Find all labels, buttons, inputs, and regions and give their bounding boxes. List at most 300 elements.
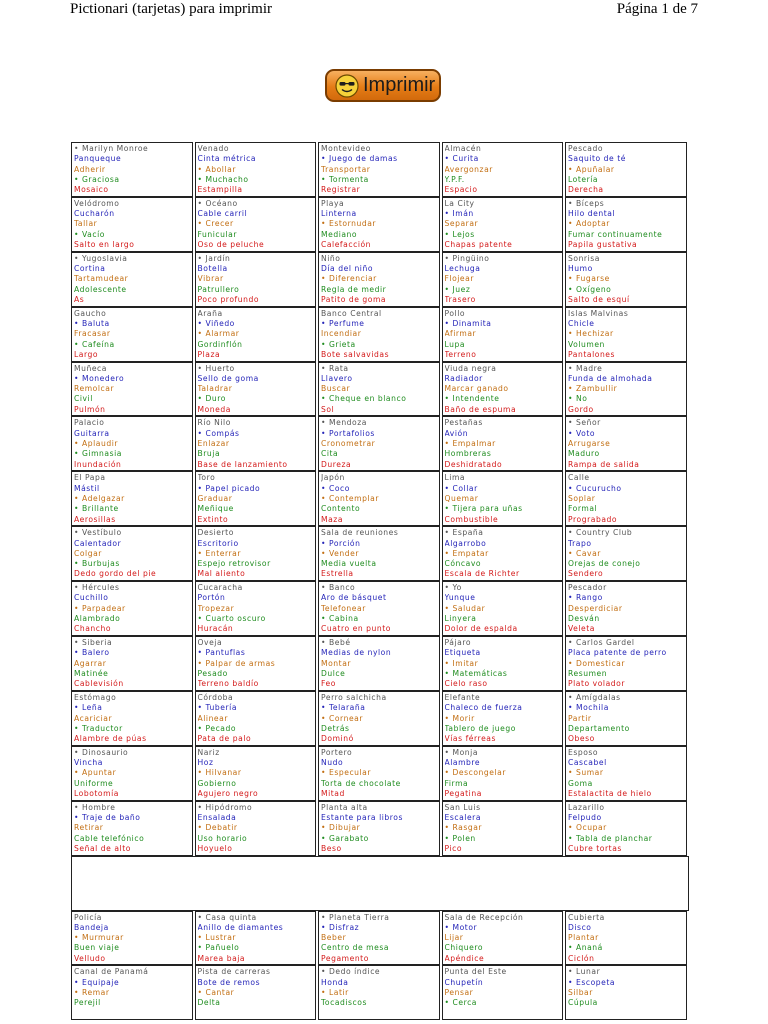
card-word: Escalera	[444, 812, 482, 822]
card-word: • Telaraña	[321, 703, 366, 713]
card-word: Trapo	[568, 538, 592, 548]
card-word: Felpudo	[568, 812, 602, 822]
card	[71, 142, 193, 197]
page-header	[0, 0, 768, 24]
card-word: • Saludar	[444, 603, 486, 613]
card-word: • Cheque en blanco	[321, 394, 407, 404]
card	[565, 471, 687, 526]
card-word: • España	[444, 528, 484, 538]
card-word: • Empatar	[444, 548, 489, 558]
card	[71, 965, 193, 1020]
card-word: Ciclón	[568, 953, 595, 963]
card-word: • Lustrar	[197, 933, 237, 943]
card-word: Enlazar	[197, 439, 230, 449]
card-word: • Dinosaurio	[74, 747, 129, 757]
card-word: • Diferenciar	[321, 274, 377, 284]
card-word: • Pecado	[197, 723, 237, 733]
card-word: • Vestíbulo	[74, 528, 122, 538]
card-word: Uniforme	[74, 778, 114, 788]
card-word: Chaleco de fuerza	[444, 703, 523, 713]
card-word: El Papa	[74, 473, 106, 483]
card-word: Hombreras	[444, 449, 492, 459]
card-word: Calentador	[74, 538, 122, 548]
card-word: Playa	[321, 198, 345, 208]
card-word: Botella	[197, 264, 228, 274]
card-word: Separar	[444, 219, 479, 229]
card-word: Estampilla	[197, 185, 243, 195]
card-word: • Cavar	[568, 548, 601, 558]
card	[565, 197, 687, 252]
card	[195, 691, 317, 746]
card-word: Cubierta	[568, 912, 605, 922]
card-word: As	[74, 294, 85, 304]
card-word: • Marilyn Monroe	[74, 144, 149, 153]
card	[71, 801, 193, 856]
card	[195, 746, 317, 801]
card	[71, 307, 193, 362]
card-word: • Debatir	[197, 823, 238, 833]
card	[565, 581, 687, 636]
card	[565, 362, 687, 417]
card-word: • Cuarto oscuro	[197, 614, 266, 624]
card-word: Uso horario	[197, 833, 248, 843]
card	[565, 142, 687, 197]
card-row	[71, 691, 689, 746]
card-word: Velludo	[74, 953, 106, 963]
card-word: Pegamento	[321, 953, 369, 963]
card-word: Mitad	[321, 788, 345, 798]
card-word: Banco Central	[321, 308, 382, 318]
card-word: Dominó	[321, 734, 354, 744]
card-word: Apéndice	[444, 953, 485, 963]
card-word: Cita	[321, 449, 339, 459]
card-word: Disco	[568, 922, 592, 932]
card-word: • Siberia	[74, 638, 113, 648]
card-word: Calefacción	[321, 240, 372, 250]
card-word: Escritorio	[197, 538, 239, 548]
card-word: • Escopeta	[568, 977, 616, 987]
card-word: Maduro	[568, 449, 600, 459]
card-word: Cubre tortas	[568, 843, 622, 853]
card-word: Salto de esquí	[568, 294, 630, 304]
card	[318, 252, 440, 307]
card	[565, 911, 687, 966]
card-word: Colgar	[74, 548, 102, 558]
card-word: • Mendoza	[321, 418, 367, 428]
card-row	[71, 581, 689, 636]
card	[565, 252, 687, 307]
card-word: Oso de peluche	[197, 240, 265, 250]
card-word: • Tabla de planchar	[568, 833, 653, 843]
card-word: • Vacío	[74, 229, 105, 239]
card-word: • Bíceps	[568, 198, 605, 208]
card	[195, 911, 317, 966]
card-word: • Dibujar	[321, 823, 361, 833]
card	[71, 911, 193, 966]
card-word: Volumen	[568, 339, 605, 349]
card-word: Pico	[444, 843, 463, 853]
card-word: Salto en largo	[74, 240, 135, 250]
card-word: Vibrar	[197, 274, 224, 284]
card	[565, 636, 687, 691]
card	[318, 197, 440, 252]
card-word: Meñique	[197, 504, 234, 514]
card-word: • Apuñalar	[568, 164, 615, 174]
card-word: • Morir	[444, 713, 475, 723]
card	[71, 416, 193, 471]
card-word: Pista de carreras	[197, 967, 271, 977]
card-word: Terreno	[444, 349, 477, 359]
card-word: • Carlos Gardel	[568, 638, 635, 648]
card-word: Sala de reuniones	[321, 528, 399, 538]
card-word: Araña	[197, 308, 223, 318]
card-word: • Rango	[568, 593, 603, 603]
card-word: Mediano	[321, 229, 358, 239]
card-word: Chancho	[74, 624, 112, 634]
card-word: Orejas de conejo	[568, 559, 641, 569]
card-word: • Adelgazar	[74, 493, 125, 503]
card-word: Plato volador	[568, 679, 626, 689]
card-word: Pegatina	[444, 788, 482, 798]
card-word: • Baluta	[74, 318, 110, 328]
card-word: Feo	[321, 679, 336, 689]
card-word: Lechuga	[444, 264, 481, 274]
card-word: • Traductor	[74, 723, 123, 733]
card	[442, 911, 564, 966]
card	[565, 801, 687, 856]
card-word: • Pañuelo	[197, 943, 240, 953]
card-word: Bruja	[197, 449, 221, 459]
print-button[interactable]	[325, 69, 441, 102]
card-word: • Apuntar	[74, 768, 117, 778]
card-word: Radiador	[444, 373, 483, 383]
card-word: • Especular	[321, 768, 372, 778]
card-word: Resumen	[568, 668, 608, 678]
card-word: • Cucurucho	[568, 483, 622, 493]
card-word: • Vender	[321, 548, 359, 558]
card-word: • Ananá	[568, 943, 603, 953]
card-word: • Pingüino	[444, 253, 490, 263]
card-word: • Cafeína	[74, 339, 115, 349]
card-word: Acariciar	[74, 713, 113, 723]
card-word: Veleta	[568, 624, 595, 634]
card	[71, 636, 193, 691]
card-word: • Hilvanar	[197, 768, 242, 778]
card-word: Lazarillo	[568, 802, 605, 812]
card-word: Media vuelta	[321, 559, 377, 569]
card-word: • Hércules	[74, 583, 120, 593]
card-word: Punta del Este	[444, 967, 507, 977]
card-word: • Mochila	[568, 703, 609, 713]
card-word: • Zambullir	[568, 384, 618, 394]
card-word: Calle	[568, 473, 590, 483]
card-word: • Oxígeno	[568, 284, 612, 294]
card-word: Tablero de juego	[444, 723, 516, 733]
card-word: • Gimnasia	[74, 449, 122, 459]
card-word: Nariz	[197, 747, 220, 757]
card-word: • Empalmar	[444, 439, 496, 449]
card-word: Almacén	[444, 144, 482, 153]
card	[442, 965, 564, 1020]
card	[318, 801, 440, 856]
card-word: Huracán	[197, 624, 234, 634]
card-word: • Garabato	[321, 833, 369, 843]
card-word: Linyera	[444, 614, 477, 624]
cards-grid	[71, 142, 689, 1020]
card-word: • Juego de damas	[321, 154, 398, 164]
card-row	[71, 307, 689, 362]
card-word: Lupa	[444, 339, 466, 349]
card	[318, 911, 440, 966]
card-word: Pescado	[568, 144, 604, 153]
card-word: Estalactita de hielo	[568, 788, 652, 798]
card-word: Muñeca	[74, 363, 107, 373]
card-word: • Imitar	[444, 658, 479, 668]
card-word: Ensalada	[197, 812, 237, 822]
card-word: Plantar	[568, 933, 599, 943]
card-word: Obeso	[568, 734, 595, 744]
card-word: Soplar	[568, 493, 596, 503]
card-word: Arrugarse	[568, 439, 611, 449]
card-word: Beso	[321, 843, 342, 853]
card	[442, 252, 564, 307]
card-word: Tartamudear	[74, 274, 129, 284]
card-word: Funda de almohada	[568, 373, 653, 383]
card	[195, 471, 317, 526]
card-row	[71, 416, 689, 471]
card-row	[71, 911, 689, 966]
card-word: Hoz	[197, 758, 214, 768]
print-button-label: Imprimir	[363, 74, 436, 96]
card-word: • Murmurar	[74, 933, 124, 943]
card-word: Contento	[321, 504, 361, 514]
card-word: Rampa de salida	[568, 459, 640, 469]
card	[195, 526, 317, 581]
card-word: • Coco	[321, 483, 350, 493]
card-word: Baño de espuma	[444, 404, 517, 414]
card-word: • Aplaudir	[74, 439, 119, 449]
card-word: • Curita	[444, 154, 479, 164]
card-word: Marcar ganado	[444, 384, 509, 394]
card-word: • Estornudar	[321, 219, 377, 229]
card-word: Pescador	[568, 583, 607, 593]
card-word: • Pantuflas	[197, 648, 246, 658]
card-word: Registrar	[321, 185, 361, 195]
card-word: Mosaico	[74, 185, 109, 195]
card-word: • Descongelar	[444, 768, 507, 778]
card-word: • Hechizar	[568, 329, 614, 339]
card	[442, 801, 564, 856]
card-word: Portero	[321, 747, 353, 757]
card-word: Montevideo	[321, 144, 371, 153]
card-word: Alambre	[444, 758, 481, 768]
card-word: Chicle	[568, 318, 595, 328]
card-word: Sonrisa	[568, 253, 600, 263]
card-word: Gordo	[568, 404, 594, 414]
card	[318, 746, 440, 801]
card-word: Llavero	[321, 373, 353, 383]
card-word: Pensar	[444, 988, 474, 998]
card-word: Canal de Panamá	[74, 967, 149, 977]
card-word: Sala de Recepción	[444, 912, 524, 922]
card-word: • Palpar de armas	[197, 658, 276, 668]
card-word: Afirmar	[444, 329, 477, 339]
card	[442, 581, 564, 636]
card-word: Alambre de púas	[74, 734, 147, 744]
card-word: Escala de Richter	[444, 569, 520, 579]
card-word: • Casa quinta	[197, 912, 257, 922]
card-word: • Señor	[568, 418, 601, 428]
card-word: Bote salvavidas	[321, 349, 390, 359]
card-word: Deshidratado	[444, 459, 503, 469]
smiley-icon	[335, 74, 359, 98]
card-word: • Polen	[444, 833, 476, 843]
card-word: Cúpula	[568, 998, 598, 1008]
card-word: • Jardín	[197, 253, 231, 263]
card-word: • Grieta	[321, 339, 356, 349]
card-word: Combustible	[444, 514, 499, 524]
card-word: Adolescente	[74, 284, 127, 294]
card-word: Cinta métrica	[197, 154, 257, 164]
card	[318, 636, 440, 691]
card-word: Viuda negra	[444, 363, 497, 373]
card-word: Retirar	[74, 823, 104, 833]
card	[71, 362, 193, 417]
card-word: Bote de remos	[197, 977, 261, 987]
card	[318, 526, 440, 581]
card	[318, 965, 440, 1020]
card-word: • Muchacho	[197, 174, 249, 184]
card-word: • Collar	[444, 483, 478, 493]
card-word: Desperdiciar	[568, 603, 623, 613]
card	[442, 526, 564, 581]
card-word: Gaucho	[74, 308, 107, 318]
card-word: Venado	[197, 144, 230, 153]
card-word: Cablevisión	[74, 679, 124, 689]
card-word: Algarrobo	[444, 538, 487, 548]
card-word: Cable telefónico	[74, 833, 145, 843]
card	[318, 362, 440, 417]
card-word: Cóncavo	[444, 559, 482, 569]
card-word: • Country Club	[568, 528, 633, 538]
card-word: Formal	[568, 504, 598, 514]
card-word: Telefonear	[321, 603, 366, 613]
card-word: Lima	[444, 473, 466, 483]
card-word: Estómago	[74, 692, 117, 702]
card-word: Río Nilo	[197, 418, 231, 428]
card-word: Cuatro en punto	[321, 624, 391, 634]
card-word	[74, 1009, 190, 1019]
card	[442, 197, 564, 252]
blank-row	[71, 856, 689, 911]
card-word: Base de lanzamiento	[197, 459, 288, 469]
card	[195, 636, 317, 691]
card-word: Tallar	[74, 219, 98, 229]
card	[442, 142, 564, 197]
card-word: Cortina	[74, 264, 106, 274]
card-word: Esposo	[568, 747, 599, 757]
card-row	[71, 197, 689, 252]
card-word: Velódromo	[74, 198, 120, 208]
card-word: Trasero	[444, 294, 476, 304]
card-row	[71, 142, 689, 197]
card-word: Mástil	[74, 483, 100, 493]
card-word	[445, 1009, 561, 1019]
card-word: Perejil	[74, 998, 101, 1008]
card-word: Largo	[74, 349, 99, 359]
card-word: Pestañas	[444, 418, 483, 428]
card-word: Sello de goma	[197, 373, 259, 383]
card-word: • Cabina	[321, 614, 359, 624]
card-word: Perro salchicha	[321, 692, 387, 702]
card-row	[71, 965, 689, 1020]
card-word: • Leña	[74, 703, 103, 713]
card-word	[321, 1009, 437, 1019]
card-word: Elefante	[444, 692, 481, 702]
card-word: Chapas patente	[444, 240, 513, 250]
card-word: Cuchillo	[74, 593, 109, 603]
card-word: Señal de alto	[74, 843, 131, 853]
card-word: Lotería	[568, 174, 599, 184]
card-word: Gordinflón	[197, 339, 243, 349]
card-word: • Banco	[321, 583, 356, 593]
card-word: Niño	[321, 253, 341, 263]
card-word: • Equipaje	[74, 977, 120, 987]
card	[195, 307, 317, 362]
card	[71, 746, 193, 801]
card-word: Flojear	[444, 274, 475, 284]
card-word: Hilo dental	[568, 209, 616, 219]
card-word: Moneda	[197, 404, 231, 414]
card-word: Portón	[197, 593, 226, 603]
card-word: Incendiar	[321, 329, 362, 339]
card-word: Remolcar	[74, 384, 115, 394]
card-word: • Domesticar	[568, 658, 626, 668]
card-word: Dureza	[321, 459, 352, 469]
card-word: • Tormenta	[321, 174, 369, 184]
card-word: Córdoba	[197, 692, 234, 702]
card	[442, 416, 564, 471]
card-word: Marea baja	[197, 953, 246, 963]
card-word: Palacio	[74, 418, 105, 428]
card-word: • Dinamita	[444, 318, 492, 328]
card-word: Patrullero	[197, 284, 240, 294]
card-word: Islas Malvinas	[568, 308, 629, 318]
card-word: • Rasgar	[444, 823, 483, 833]
card-word: Nudo	[321, 758, 344, 768]
card-word: La City	[444, 198, 475, 208]
card-word: Estante para libros	[321, 812, 403, 822]
card	[71, 197, 193, 252]
card-word: Aerosillas	[74, 514, 116, 524]
card	[318, 416, 440, 471]
card-word: Pájaro	[444, 638, 472, 648]
card-word: Pata de palo	[197, 734, 252, 744]
card-word: • Balero	[74, 648, 110, 658]
card-word: Gobierno	[197, 778, 237, 788]
card-word: • Motor	[444, 922, 478, 932]
card	[318, 581, 440, 636]
card-word: Bandeja	[74, 922, 109, 932]
blank-card	[71, 856, 689, 911]
card-word: • Intendente	[444, 394, 500, 404]
card-word: • Sumar	[568, 768, 604, 778]
card	[442, 471, 564, 526]
card-word: Día del niño	[321, 264, 374, 274]
card-word: Mal aliento	[197, 569, 246, 579]
card-word: Tocadiscos	[321, 998, 367, 1008]
card	[565, 965, 687, 1020]
